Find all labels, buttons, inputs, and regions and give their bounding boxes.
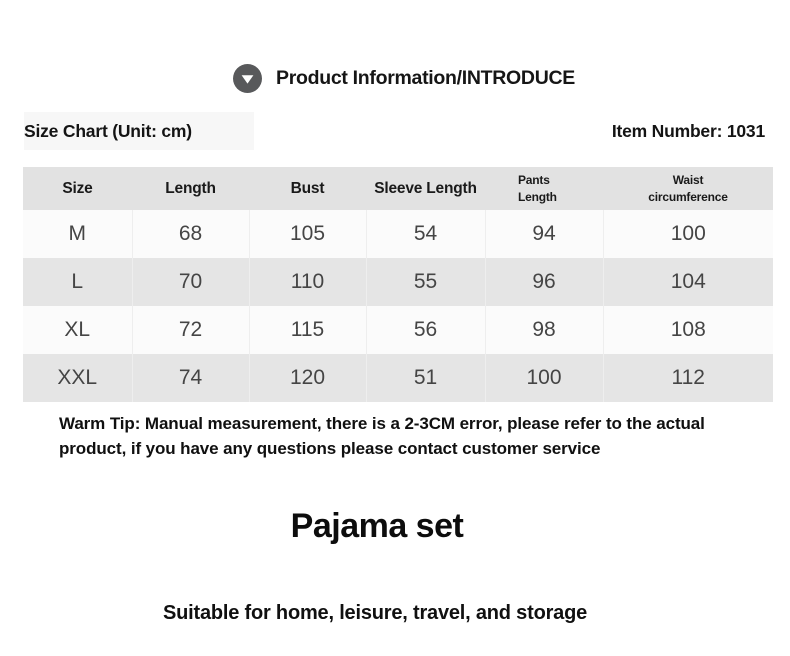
waist-circumference-cell: 112 [603,354,773,402]
size-chart-label: Size Chart (Unit: cm) [24,112,254,150]
sleeve-length-cell: 55 [366,258,485,306]
product-subtitle: Suitable for home, leisure, travel, and storage [162,602,588,624]
waist-circumference-cell: 104 [603,258,773,306]
table-row [23,354,773,402]
waist-circumference-cell: 108 [603,306,773,354]
table-row [23,210,773,258]
section-title: Product Information/INTRODUCE [276,67,575,89]
bust-cell: 105 [249,210,366,258]
pants-length-cell: 100 [485,354,603,402]
size-cell: XXL [23,354,132,402]
column-header-bust: Bust [249,167,366,210]
size-cell: M [23,210,132,258]
bust-cell: 110 [249,258,366,306]
column-header-waist-circumference: Waist circumference [603,167,773,210]
sleeve-length-cell: 51 [366,354,485,402]
sleeve-length-cell: 54 [366,210,485,258]
table-row [23,306,773,354]
table-header-row [23,167,773,210]
pants-length-cell: 96 [485,258,603,306]
pants-length-cell: 98 [485,306,603,354]
bust-cell: 115 [249,306,366,354]
product-title: Pajama set [290,507,464,545]
sleeve-length-cell: 56 [366,306,485,354]
length-cell: 68 [132,210,249,258]
length-cell: 74 [132,354,249,402]
waist-circumference-cell: 100 [603,210,773,258]
item-number-label: Item Number: 1031 [611,121,765,141]
size-cell: XL [23,306,132,354]
bust-cell: 120 [249,354,366,402]
column-header-sleeve-length: Sleeve Length [366,167,485,210]
pants-length-cell: 94 [485,210,603,258]
size-chart-table [23,167,773,402]
length-cell: 72 [132,306,249,354]
chevron-down-circle-icon[interactable] [233,64,262,93]
length-cell: 70 [132,258,249,306]
warm-tip-text: Warm Tip: Manual measurement, there is a 2-3CM error, please refer to the actual product, if you have any questions please contact customer service [59,414,705,458]
size-cell: L [23,258,132,306]
column-header-pants-length: Pants Length [485,167,603,210]
column-header-size: Size [23,167,132,210]
product-info-section-header [233,64,575,93]
table-row [23,258,773,306]
column-header-length: Length [132,167,249,210]
